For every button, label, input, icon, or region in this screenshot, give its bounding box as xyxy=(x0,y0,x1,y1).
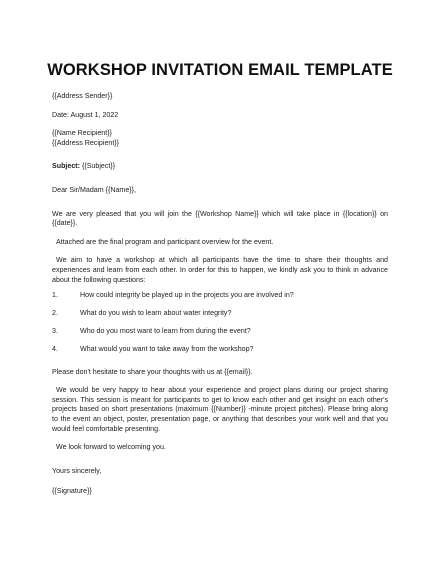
paragraph-welcome: We look forward to welcoming you. xyxy=(56,443,166,452)
list-item-text: How could integrity be played up in the projects you are involved in? xyxy=(80,291,294,300)
list-item-number: 1. xyxy=(52,291,58,300)
date-line: Date: August 1, 2022 xyxy=(52,110,119,119)
list-item-text: What would you want to take away from the workshop? xyxy=(80,344,254,353)
paragraph-aim: We aim to have a workshop at which all participants have the time to share their thoughts and experiences and learn from each other. In order for this to happen, we kindly ask you to think in advance about the following questions: xyxy=(52,256,388,284)
list-item-text: What do you wish to learn about water integrity? xyxy=(80,309,232,318)
list-item-number: 4. xyxy=(52,344,58,353)
address-sender: {{Address Sender}} xyxy=(52,92,113,100)
list-item xyxy=(52,291,388,301)
list-item xyxy=(52,345,388,355)
salutation: Dear Sir/Madam {{Name}}, xyxy=(52,185,136,194)
subject-label: Subject: xyxy=(52,162,80,171)
questions-list xyxy=(52,291,388,354)
list-item-number: 2. xyxy=(52,309,58,318)
signature: {{Signature}} xyxy=(52,487,92,496)
paragraph-intro: We are very pleased that you will join the {{Workshop Name}} which will take place in {{location}} on {{date}}. xyxy=(52,209,388,228)
address-recipient: {{Address Recipient}} xyxy=(52,138,120,147)
list-item-text: Who do you most want to learn from during the event? xyxy=(80,326,251,335)
list-item-number: 3. xyxy=(52,326,58,335)
name-recipient: {{Name Recipient}} xyxy=(52,129,112,138)
document-title: WORKSHOP INVITATION EMAIL TEMPLATE xyxy=(47,61,393,79)
paragraph-sharing-session: We would be very happy to hear about your experience and project plans during our project sharing session. This session is meant for participants to get to know each other and get insight on each other's projects based on short presentations (maximum {{Number}} -minute project pitches). Please bring along to the event an object, poster, presentation page, or anything that describes your work well and that you would feel comfortable presenting. xyxy=(52,386,388,433)
paragraph-share-thoughts: Please don't hesitate to share your thoughts with us at {{email}}. xyxy=(52,367,253,376)
document-page xyxy=(47,60,393,497)
subject-value: {{Subject}} xyxy=(79,162,116,171)
subject-line xyxy=(52,162,388,172)
closing: Yours sincerely, xyxy=(52,466,102,475)
list-item xyxy=(52,327,388,337)
paragraph-attachments: Attached are the final program and participant overview for the event. xyxy=(56,237,274,246)
list-item xyxy=(52,309,388,319)
